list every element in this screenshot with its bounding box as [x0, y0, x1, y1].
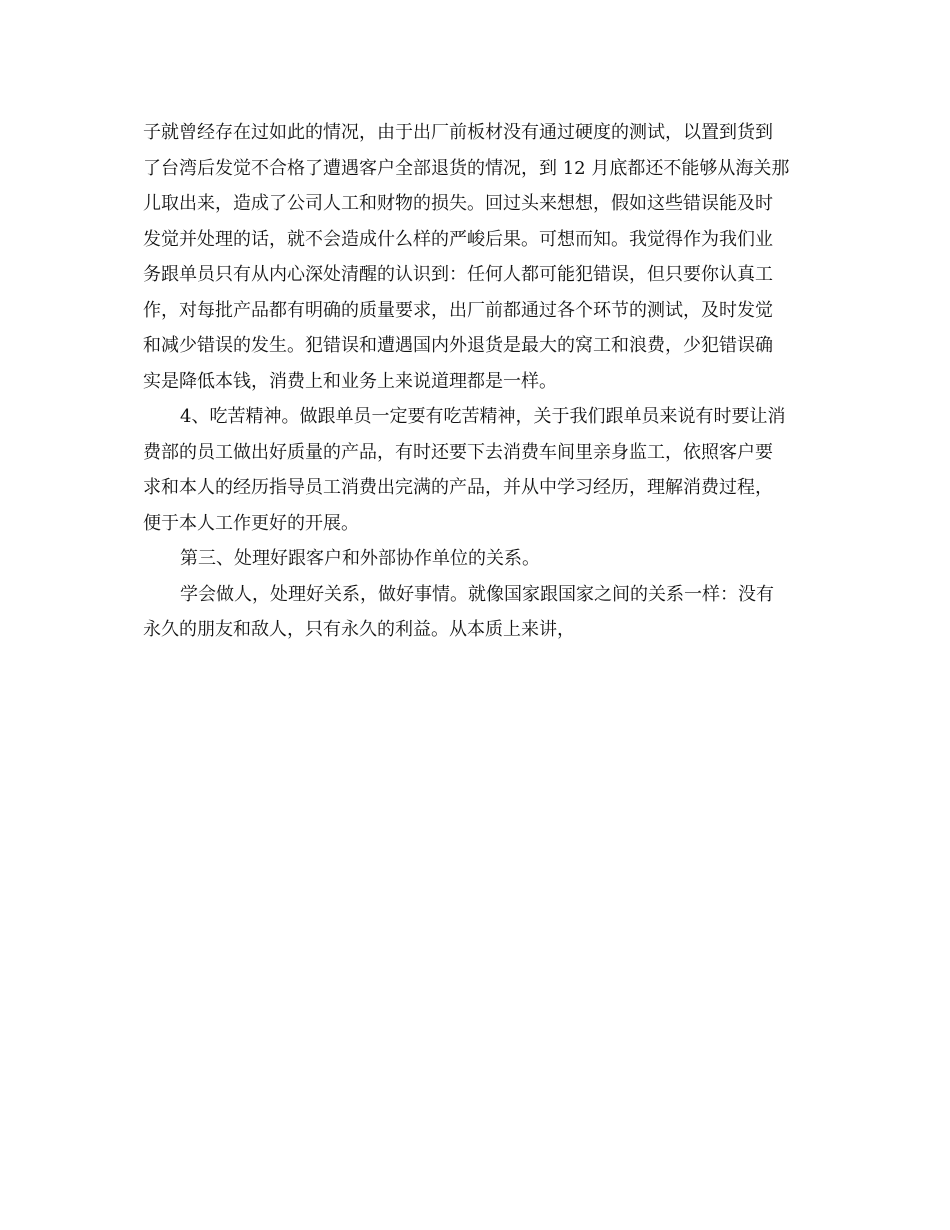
text-line: 第三、处理好跟客户和外部协作单位的关系。 [180, 548, 540, 569]
text-line: 务跟单员只有从内心深处清醒的认识到：任何人都可能犯错误，但只要你认真工 [143, 264, 773, 285]
text-line: 作，对每批产品都有明确的质量要求，出厂前都通过各个环节的测试，及时发觉 [143, 299, 773, 321]
section-heading-third [143, 541, 813, 577]
text-line: 了台湾后发觉不合格了遭遇客户全部退货的情况，到 12 月底都还不能够从海关那 [143, 157, 790, 179]
document-body [143, 115, 813, 648]
paragraph-hardworking-spirit [143, 399, 813, 541]
text-line: 便于本人工作更好的开展。 [143, 512, 359, 534]
text-line: 实是降低本钱，消费上和业务上来说道理都是一样。 [143, 370, 557, 392]
text-line: 费部的员工做出好质量的产品，有时还要下去消费车间里亲身监工，依照客户要 [143, 441, 773, 463]
paragraph-continuation [143, 115, 813, 399]
text-line: 永久的朋友和敌人，只有永久的利益。从本质上来讲， [143, 619, 575, 640]
paragraph-relationships [143, 577, 813, 648]
text-line: 儿取出来，造成了公司人工和财物的损失。回过头来想想，假如这些错误能及时 [143, 193, 773, 214]
text-line: 4、吃苦精神。做跟单员一定要有吃苦精神，关于我们跟单员来说有时要让消 [180, 406, 786, 427]
text-line: 子就曾经存在过如此的情况，由于出厂前板材没有通过硬度的测试，以置到货到 [143, 122, 773, 143]
text-line: 学会做人，处理好关系，做好事情。就像国家跟国家之间的关系一样：没有 [180, 583, 774, 605]
text-line: 和减少错误的发生。犯错误和遭遇国内外退货是最大的窝工和浪费，少犯错误确 [143, 335, 773, 356]
text-line: 发觉并处理的话，就不会造成什么样的严峻后果。可想而知。我觉得作为我们业 [143, 228, 773, 250]
text-line: 求和本人的经历指导员工消费出完满的产品，并从中学习经历，理解消费过程， [143, 477, 773, 498]
